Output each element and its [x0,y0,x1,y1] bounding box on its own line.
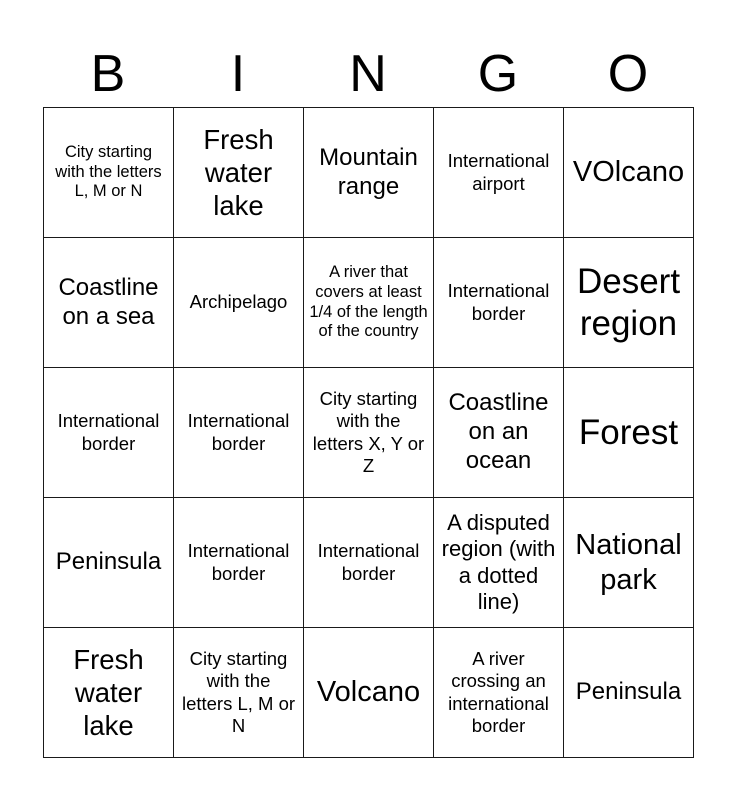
bingo-cell[interactable]: Fresh water lake [44,628,174,758]
bingo-cell[interactable]: A river that covers at least 1/4 of the length of the country [304,238,434,368]
header-letter-g: G [477,45,519,103]
bingo-cell[interactable]: International border [174,368,304,498]
bingo-cell[interactable]: International border [304,498,434,628]
bingo-board [43,107,694,758]
bingo-cell[interactable]: A river crossing an international border [434,628,564,758]
board-row-5 [44,628,694,758]
bingo-cell[interactable]: Desert region [564,238,694,368]
bingo-cell[interactable]: A disputed region (with a dotted line) [434,498,564,628]
bingo-cell[interactable]: Volcano [304,628,434,758]
bingo-cell[interactable]: National park [564,498,694,628]
board-row-3 [44,368,694,498]
bingo-cell[interactable]: Fresh water lake [174,108,304,238]
bingo-cell[interactable]: City starting with the letters L, M or N [174,628,304,758]
bingo-header [43,40,693,108]
bingo-cell[interactable]: VOlcano [564,108,694,238]
bingo-cell[interactable]: Peninsula [44,498,174,628]
bingo-cell[interactable]: Coastline on an ocean [434,368,564,498]
bingo-cell[interactable]: International border [44,368,174,498]
bingo-cell[interactable]: City starting with the letters L, M or N [44,108,174,238]
bingo-cell[interactable]: Forest [564,368,694,498]
board-row-4 [44,498,694,628]
bingo-cell[interactable]: City starting with the letters X, Y or Z [304,368,434,498]
bingo-cell[interactable]: Archipelago [174,238,304,368]
header-letter-b: B [90,45,126,103]
bingo-cell[interactable]: International border [434,238,564,368]
bingo-cell[interactable]: Mountain range [304,108,434,238]
bingo-cell[interactable]: Coastline on a sea [44,238,174,368]
bingo-cell[interactable]: Peninsula [564,628,694,758]
header-letter-i: I [230,45,246,103]
bingo-cell[interactable]: International border [174,498,304,628]
bingo-cell[interactable]: International airport [434,108,564,238]
board-row-1 [44,108,694,238]
header-letter-n: N [349,45,387,103]
board-row-2 [44,238,694,368]
header-letter-o: O [607,45,649,103]
